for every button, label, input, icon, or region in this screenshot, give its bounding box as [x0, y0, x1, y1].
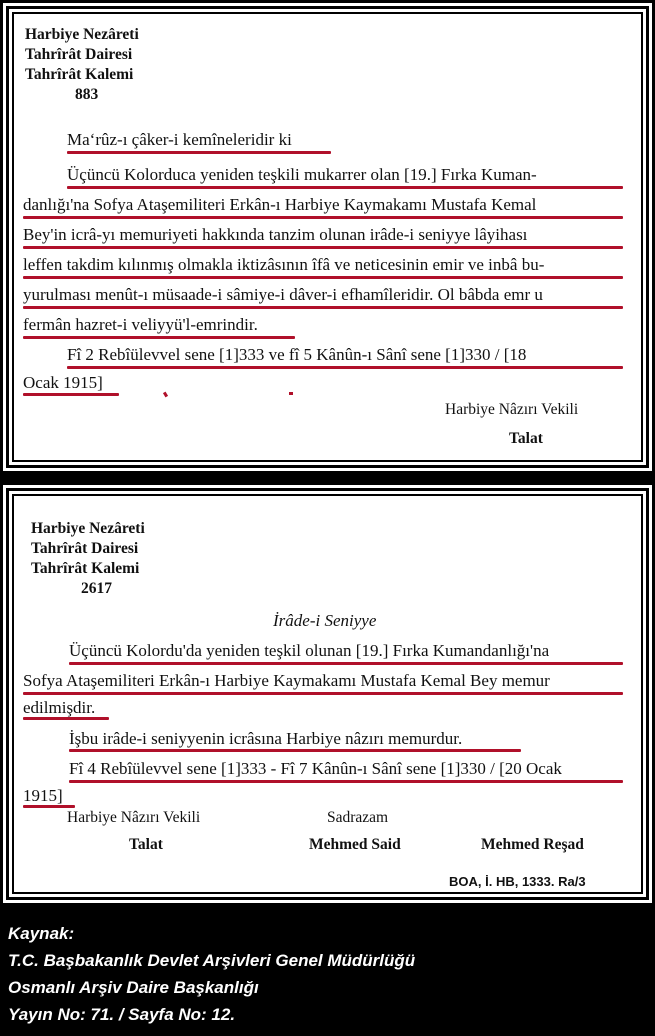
- document-number: 2617: [81, 580, 112, 597]
- underline: [69, 749, 521, 752]
- signature-name: Talat: [129, 836, 163, 853]
- document-panel-1: [6, 6, 649, 468]
- underline: [23, 306, 623, 309]
- body-line: Üçüncü Kolorduca yeniden teşkili mukarrer olan [19.] Fırka Kuman-: [67, 165, 537, 184]
- header-line: Tahrîrât Dairesi: [25, 46, 133, 63]
- body-line: Bey'in icrâ-yı memuriyeti hakkında tanzim olunan irâde-i seniyye lâyihası: [23, 225, 528, 244]
- body-line: fermân hazret-i veliyyü'l-emrindir.: [23, 315, 258, 334]
- underline: [69, 662, 623, 665]
- source-line: Osmanlı Arşiv Daire Başkanlığı: [8, 978, 259, 997]
- signature-title: Harbiye Nâzırı Vekili: [67, 809, 201, 826]
- signature-name: Mehmed Said: [309, 836, 401, 853]
- date-line: Fî 4 Rebîülevvel sene [1]333 - Fî 7 Kânûn-ı Sânî sene [1]330 / [20 Ocak: [69, 759, 562, 778]
- underline: [23, 717, 109, 720]
- underline: [23, 692, 623, 695]
- underline: [23, 246, 623, 249]
- document-number: 883: [75, 86, 99, 103]
- underline: [67, 366, 623, 369]
- header-line: Tahrîrât Kalemi: [31, 560, 140, 577]
- body-line: Üçüncü Kolordu'da yeniden teşkil olunan [19.] Fırka Kumandanlığı'na: [69, 641, 550, 660]
- header-line: Harbiye Nezâreti: [25, 26, 139, 43]
- body-line: Sofya Ataşemiliteri Erkân-ı Harbiye Kaymakamı Mustafa Kemal Bey memur: [23, 671, 550, 690]
- salutation: Ma‘rûz-ı çâker-i kemîneleridir ki: [67, 130, 292, 149]
- underline: [23, 276, 623, 279]
- body-line: edilmişdir.: [23, 698, 96, 717]
- underline: [67, 186, 623, 189]
- underline: [23, 393, 119, 396]
- underline: [23, 336, 295, 339]
- body-line: leffen takdim kılınmış olmakla iktizâsının îfâ ve neticesinin emir ve inbâ bu-: [23, 255, 545, 274]
- header-line: Tahrîrât Dairesi: [31, 540, 139, 557]
- source-line: Kaynak:: [8, 924, 75, 943]
- body-line: yurulması menût-ı müsaade-i sâmiye-i dâver-i efhamîleridir. Ol bâbda emr u: [23, 285, 543, 304]
- date-line: Ocak 1915]: [23, 373, 103, 392]
- letter-header: [31, 519, 145, 599]
- underline: [23, 216, 623, 219]
- document-title: İrâde-i Seniyye: [273, 611, 377, 630]
- date-line: 1915]: [23, 786, 63, 805]
- signature-name: Mehmed Reşad: [481, 836, 584, 853]
- signature-name: Talat: [509, 430, 543, 447]
- document-panel-2: [6, 488, 649, 900]
- source-line: Yayın No: 71. / Sayfa No: 12.: [8, 1005, 236, 1024]
- underline: [67, 151, 331, 154]
- archive-reference: BOA, İ. HB, 1333. Ra/3: [449, 874, 586, 889]
- date-line: Fî 2 Rebîülevvel sene [1]333 ve fî 5 Kânûn-ı Sânî sene [1]330 / [18: [67, 345, 527, 364]
- letter-header: [25, 25, 139, 105]
- signature-title: Harbiye Nâzırı Vekili: [445, 401, 579, 418]
- header-line: Tahrîrât Kalemi: [25, 66, 134, 83]
- body-line: danlığı'na Sofya Ataşemiliteri Erkân-ı Harbiye Kaymakamı Mustafa Kemal: [23, 195, 537, 214]
- order-line: İşbu irâde-i seniyyenin icrâsına Harbiye nâzırı memurdur.: [69, 729, 463, 748]
- underline: [23, 805, 75, 808]
- source-line: T.C. Başbakanlık Devlet Arşivleri Genel Müdürlüğü: [8, 951, 416, 970]
- ink-mark: [289, 392, 293, 395]
- signature-title: Sadrazam: [327, 809, 389, 826]
- header-line: Harbiye Nezâreti: [31, 520, 145, 537]
- underline: [69, 780, 623, 783]
- source-caption: [8, 920, 415, 1028]
